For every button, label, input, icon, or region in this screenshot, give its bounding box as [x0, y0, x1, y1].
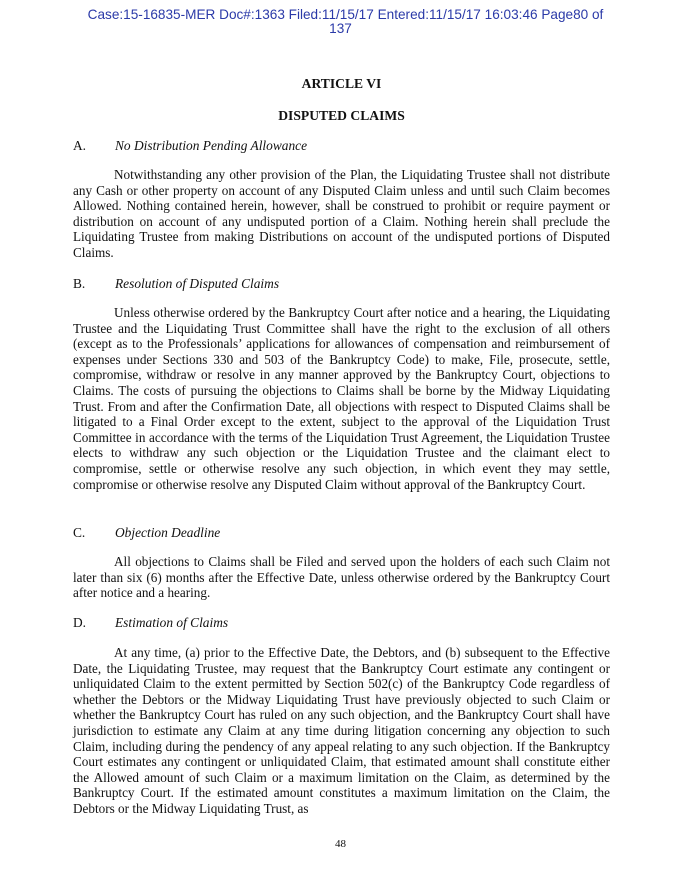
section-d-title: Estimation of Claims	[115, 615, 229, 630]
section-d-body: At any time, (a) prior to the Effective Date, the Debtors, and (b) subsequent to the Effective Date, the Liquidating Trustee, may request that the Bankruptcy Court estimate any contingent or unliquidated Claim to the extent permitted by Section 502(c) of the Bankruptcy Code regardless of whether the Debtors or the Midway Liquidating Trust have previously objected to such Claim or whether the Bankruptcy Court has ruled on any such objection, and the Bankruptcy Court shall have jurisdiction to estimate any Claim at any time during litigation concerning any objection to such Claim, including during the pendency of any appeal relating to any such objection. If the Bankruptcy Court estimates any contingent or unliquidated Claim, that estimated amount shall constitute either the Allowed amount of such Claim or a maximum limitation on the Claim, as determined by the Bankruptcy Court. If the estimated amount constitutes a maximum limitation on the Claim, the Debtors or the Midway Liquidating Trust, as	[73, 645, 610, 816]
section-a-heading	[73, 138, 610, 154]
court-filing-stamp	[0, 8, 681, 36]
section-d-letter: D.	[73, 615, 87, 630]
section-d-heading	[73, 615, 610, 631]
article-number: ARTICLE VI	[301, 76, 382, 91]
section-a-title: No Distribution Pending Allowance	[115, 138, 308, 153]
article-title: DISPUTED CLAIMS	[278, 108, 405, 123]
section-c-title: Objection Deadline	[115, 525, 221, 540]
section-b-title: Resolution of Disputed Claims	[115, 276, 280, 291]
section-b-letter: B.	[73, 276, 86, 291]
section-a-letter: A.	[73, 138, 87, 153]
section-b-heading	[73, 276, 610, 292]
stamp-line-2: 137	[329, 21, 352, 36]
page-number: 48	[335, 838, 346, 850]
section-a-body: Notwithstanding any other provision of the Plan, the Liquidating Trustee shall not distribute any Cash or other property on account of any Disputed Claim unless and until such Claim becomes Allowed. Nothing contained herein, however, shall be construed to prohibit or require payment or distribution on account of any undisputed portion of a Claim. Nothing herein shall preclude the Liquidating Trustee from making Distributions on account of the undisputed portions of Disputed Claims.	[73, 167, 610, 260]
section-c-heading	[73, 525, 610, 541]
section-c-letter: C.	[73, 525, 86, 540]
section-b-body: Unless otherwise ordered by the Bankruptcy Court after notice and a hearing, the Liquidating Trustee and the Liquidating Trust Committee shall have the right to the exclusion of all others (except as to the Professionals’ applications for allowances of compensation and reimbursement of expenses under Sections 330 and 503 of the Bankruptcy Code) to make, File, prosecute, settle, compromise, withdraw or resolve in any manner approved by the Bankruptcy Court, objections to Claims. The costs of pursuing the objections to Claims shall be borne by the Midway Liquidating Trust. From and after the Confirmation Date, all objections with respect to Disputed Claims shall be litigated to a Final Order except to the extent, subject to the approval of the Liquidation Trust Committee in accordance with the terms of the Liquidation Trust Agreement, the Liquidation Trustee elects to withdraw any such objection or the Liquidation Trustee and the claimant elect to compromise, settle or otherwise resolve any such objection, in which event they may settle, compromise or otherwise resolve any Disputed Claim without approval of the Bankruptcy Court.	[73, 305, 610, 492]
stamp-line-1: Case:15-16835-MER Doc#:1363 Filed:11/15/17 Entered:11/15/17 16:03:46 Page80 of	[87, 7, 604, 22]
section-c-body: All objections to Claims shall be Filed and served upon the holders of each such Claim not later than six (6) months after the Effective Date, unless otherwise ordered by the Bankruptcy Court after notice and a hearing.	[73, 554, 610, 601]
